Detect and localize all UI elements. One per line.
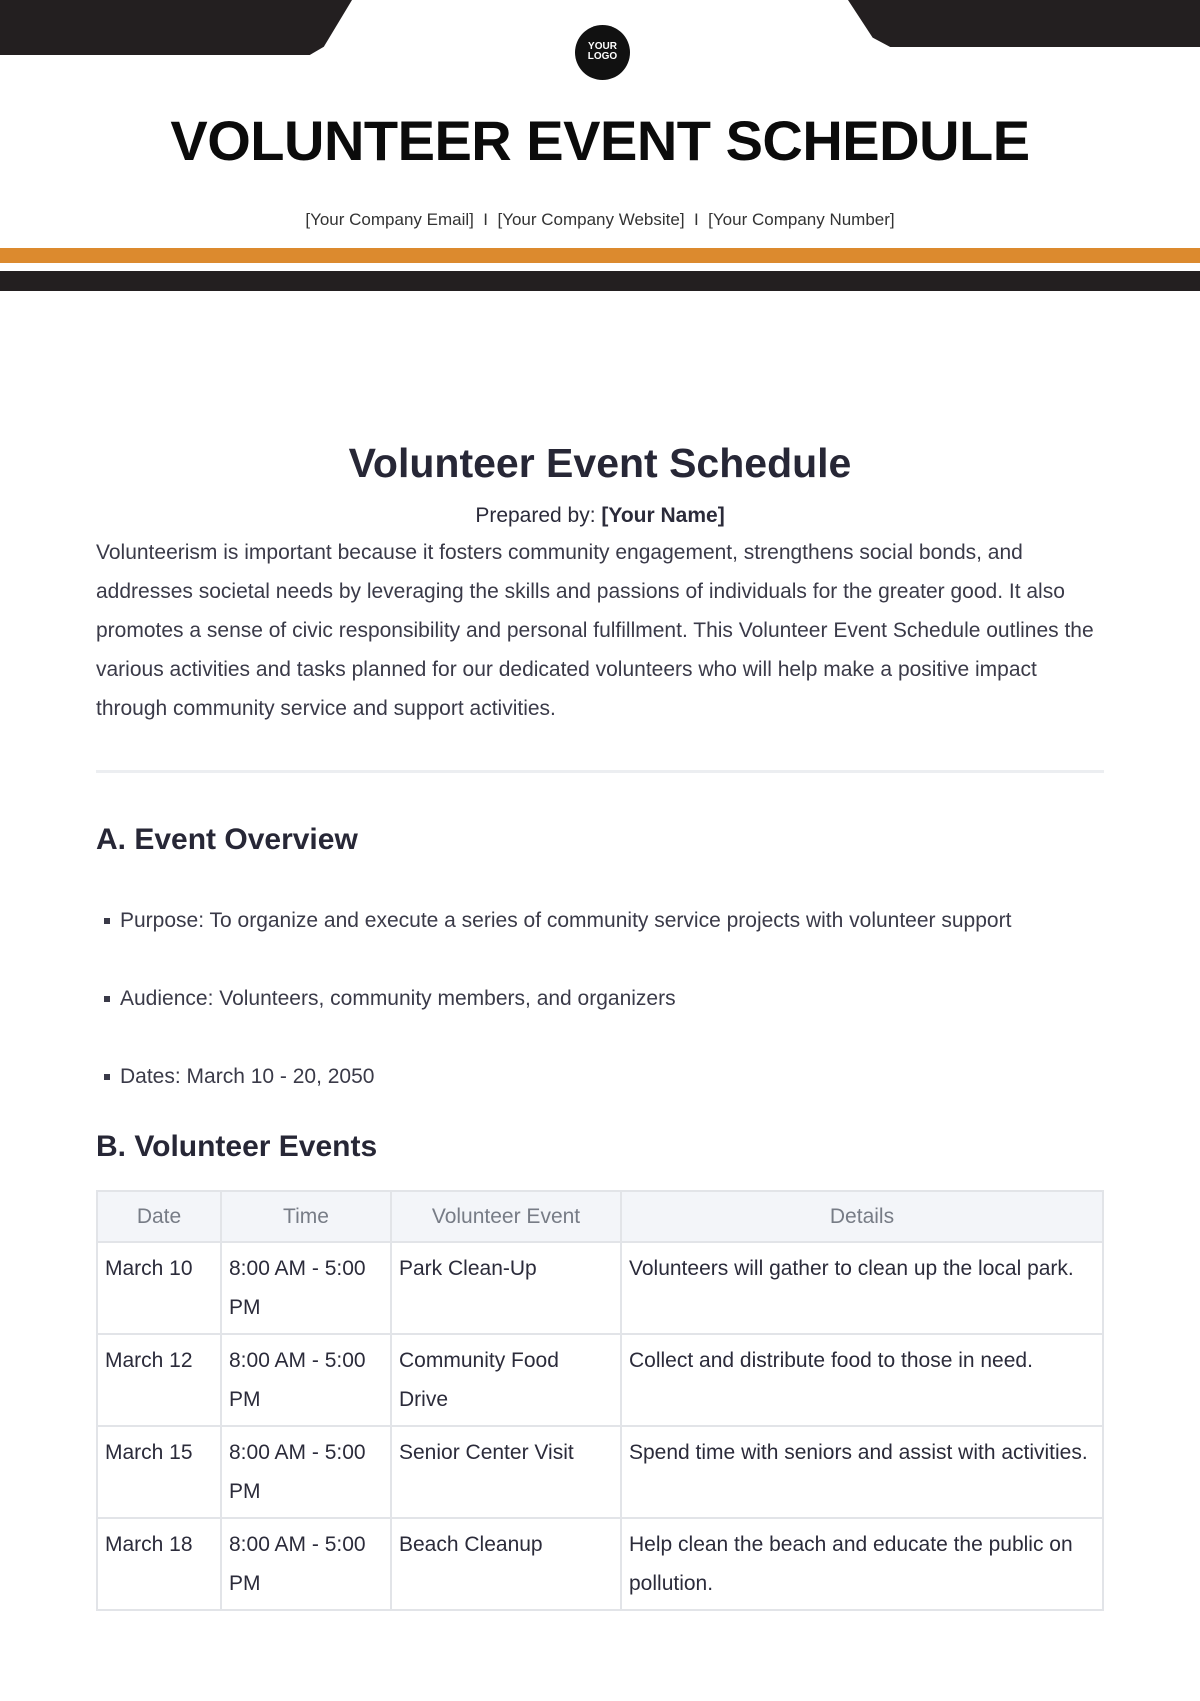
cell-time: 8:00 AM - 5:00 PM: [221, 1426, 391, 1518]
cell-event: Park Clean-Up: [391, 1242, 621, 1334]
intro-paragraph: Volunteerism is important because it fosters community engagement, strengthens social bonds, and addresses societal needs by leveraging the skills and passions of individuals for the greater good. It also promotes a sense of civic responsibility and personal fulfillment. This Volunteer Event Schedule outlines the various activities and tasks planned for our dedicated volunteers who will help make a positive impact through community service and support activities.: [96, 541, 1094, 720]
section-a-heading: A. Event Overview: [96, 823, 358, 856]
column-header: Details: [621, 1191, 1103, 1242]
logo-line: YOUR: [588, 41, 617, 52]
prepared-name: [Your Name]: [601, 504, 725, 527]
overview-list: [96, 901, 1104, 1096]
header-band-left: [0, 0, 352, 55]
logo-line: LOGO: [587, 51, 618, 62]
table-row: [97, 1242, 1103, 1334]
cell-time: 8:00 AM - 5:00 PM: [221, 1334, 391, 1426]
orange-stripe: [0, 248, 1200, 263]
cell-time: 8:00 AM - 5:00 PM: [221, 1242, 391, 1334]
company-contact: [Your Company Email] I [Your Company Website] I [Your Company Number]: [305, 210, 895, 229]
list-item: Dates: March 10 - 20, 2050: [96, 1057, 1104, 1096]
list-item: Audience: Volunteers, community members, and organizers: [96, 979, 1104, 1018]
cell-details: Spend time with seniors and assist with activities.: [621, 1426, 1103, 1518]
cell-time: 8:00 AM - 5:00 PM: [221, 1518, 391, 1610]
cell-details: Collect and distribute food to those in need.: [621, 1334, 1103, 1426]
section-b-heading: B. Volunteer Events: [96, 1130, 378, 1163]
events-table: [96, 1190, 1104, 1611]
header-band-right: [848, 0, 1200, 47]
company-logo: [575, 25, 630, 80]
column-header: Volunteer Event: [391, 1191, 621, 1242]
column-header: Time: [221, 1191, 391, 1242]
divider: [96, 770, 1104, 773]
document-title: Volunteer Event Schedule: [348, 440, 852, 486]
table-row: [97, 1426, 1103, 1518]
column-header: Date: [97, 1191, 221, 1242]
cell-date: March 10: [97, 1242, 221, 1334]
prepared-label: Prepared by:: [475, 504, 602, 527]
cell-date: March 18: [97, 1518, 221, 1610]
cell-details: Volunteers will gather to clean up the local park.: [621, 1242, 1103, 1334]
table-header-row: [97, 1191, 1103, 1242]
cell-date: March 15: [97, 1426, 221, 1518]
cell-date: March 12: [97, 1334, 221, 1426]
cell-event: Community Food Drive: [391, 1334, 621, 1426]
document-body: [96, 440, 1104, 1611]
cell-event: Beach Cleanup: [391, 1518, 621, 1610]
prepared-by: [96, 501, 1104, 531]
cell-details: Help clean the beach and educate the public on pollution.: [621, 1518, 1103, 1610]
list-item: Purpose: To organize and execute a series of community service projects with volunteer support: [96, 901, 1104, 940]
cell-event: Senior Center Visit: [391, 1426, 621, 1518]
black-stripe: [0, 271, 1200, 291]
table-row: [97, 1334, 1103, 1426]
header-title: VOLUNTEER EVENT SCHEDULE: [170, 109, 1030, 172]
table-row: [97, 1518, 1103, 1610]
